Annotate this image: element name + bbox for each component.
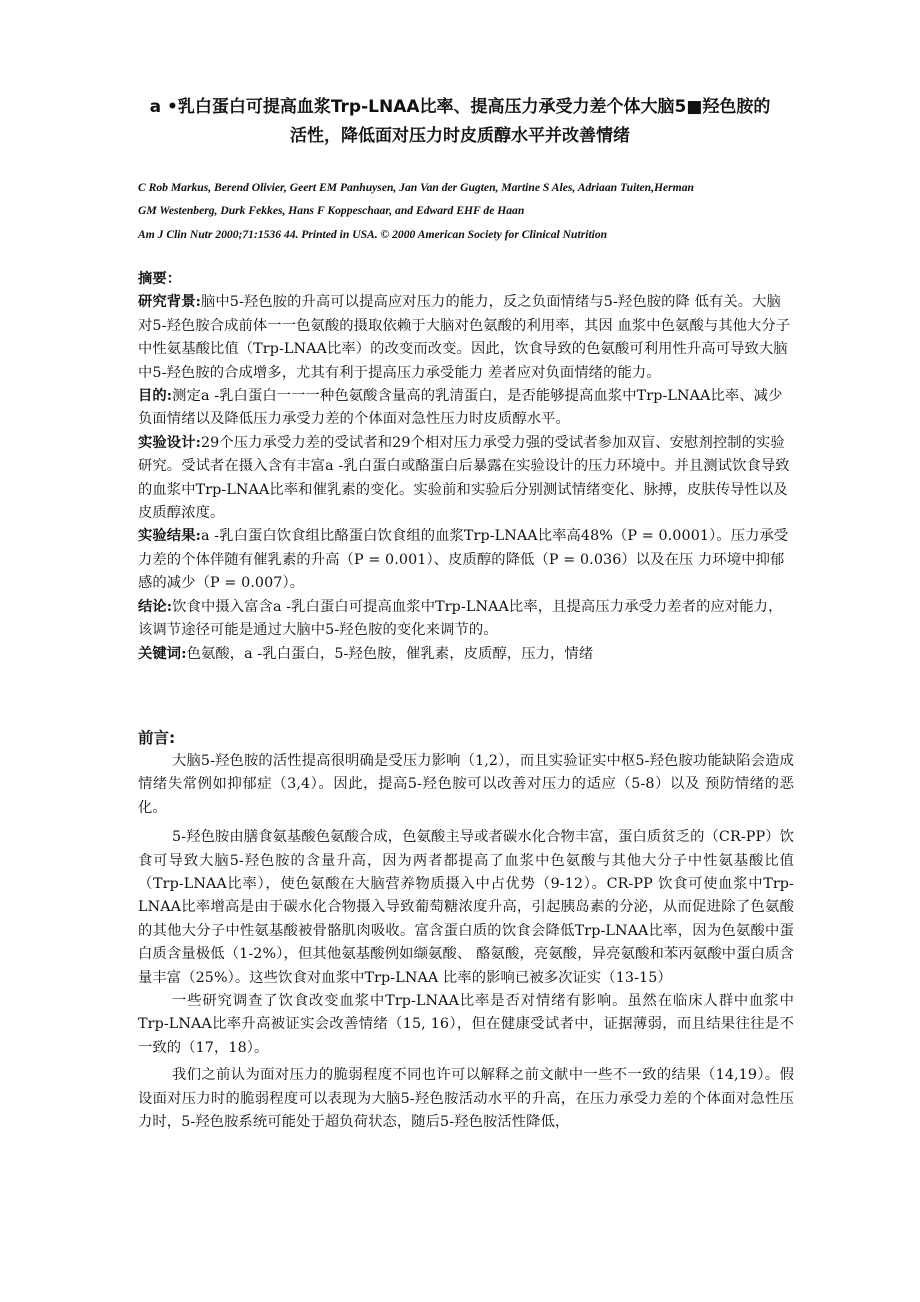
conclusion-label: 结论: (138, 598, 173, 615)
abstract-results (138, 525, 794, 595)
paper-title (120, 93, 800, 151)
conclusion-text: 饮食中摄入富含a -乳白蛋白可提高血浆中Trp-LNAA比率，且提高压力承受力差者的应对能力，该调节途径可能是通过大脑中5-羟色胺的变化来调节的。 (138, 598, 783, 639)
authors-line-1: C Rob Markus, Berend Olivier, Geert EM Panhuysen, Jan Van der Gugten, Martine S Ales, Adriaan Tuiten,Herman (138, 181, 694, 194)
design-text: 29个压力承受力差的受试者和29个相对压力承受力强的受试者参加双盲、安慰剂控制的实验研究。受试者在摄入含有丰富a -乳白蛋白或酪蛋白后暴露在实验设计的压力环境中。并且测试饮食导致的血浆中Trp-LNAA比率和催乳素的变化。实验前和实验后分别测试情绪变化、脉搏，皮肤传导性以及皮质醇浓度。 (138, 434, 790, 522)
author-list (138, 176, 798, 222)
abstract-keywords (138, 643, 794, 666)
intro-heading: 前言: (138, 729, 176, 747)
abstract-section (138, 268, 794, 666)
abstract-background (138, 291, 794, 385)
intro-paragraph-1: 大脑5-羟色胺的活性提高很明确是受压力影响（1,2），而且实验证实中枢5-羟色胺功能缺陷会造成情绪失常例如抑郁症（3,4）。因此，提高5-羟色胺可以改善对压力的适应（5-8）以及 预防情绪的恶化。 (138, 753, 794, 816)
abstract-objective (138, 385, 794, 432)
abstract-heading: 摘要： (138, 271, 182, 287)
objective-text: 测定a -乳白蛋白一一一种色氨酸含量高的乳清蛋白，是否能够提高血浆中Trp-LNAA比率、减少负面情绪以及降低压力承受力差的个体面对急性压力时皮质醇水平。 (138, 388, 783, 428)
intro-paragraph-4: 我们之前认为面对压力的脆弱程度不同也许可以解释之前文献中一些不一致的结果（14,19）。假设面对压力时的脆弱程度可以表现为大脑5-羟色胺活动水平的升高，在压力承受力差的个体面对急性压力时，5-羟色胺系统可能处于超负荷状态，随后5-羟色胺活性降低， (138, 1067, 794, 1131)
abstract-conclusion (138, 596, 794, 643)
keywords-text: 色氨酸，a -乳白蛋白，5-羟色胺，催乳素，皮质醇，压力，情绪 (186, 645, 594, 662)
abstract-design (138, 432, 794, 526)
journal-citation: Am J Clin Nutr 2000;71:1536 44. Printed in USA. © 2000 American Society for Clinical Nutrition (138, 228, 608, 241)
intro-section (138, 750, 794, 1135)
keywords-label: 关键词: (138, 645, 187, 662)
intro-paragraph-3: 一些研究调查了饮食改变血浆中Trp-LNAA比率是否对情绪有影响。虽然在临床人群中血浆中Trp-LNAA比率升高被证实会改善情绪（15, 16），但在健康受试者中，证据薄弱，而且结果往往是不一致的（17，18）。 (138, 993, 794, 1056)
design-label: 实验设计: (138, 434, 201, 451)
title-line-2: 活性，降低面对压力时皮质醇水平并改善情绪 (290, 126, 630, 146)
intro-paragraph-2: 5-羟色胺由膳食氨基酸色氨酸合成，色氨酸主导或者碳水化合物丰富，蛋白质贫乏的（CR-PP）饮食可导致大脑5-羟色胺的含量升高，因为两者都提高了血浆中色氨酸与其他大分子中性氨基酸比值（Trp-LNAA比率），使色氨酸在大脑营养物质摄入中占优势（9-12）。CR-PP 饮食可使血浆中Trp-LNAA比率增高是由于碳水化合物摄入导致葡萄糖浓度升高，引起胰岛素的分泌，从而促进除了色氨酸的其他大分子中性氨基酸被骨骼肌肉吸收。富含蛋白质的饮食会降低Trp-LNAA比率，因为色氨酸中蛋白质含量极低（1-2%），但其他氨基酸例如缬氨酸、 酪氨酸，亮氨酸，异亮氨酸和苯丙氨酸中蛋白质含量丰富（25%）。这些饮食对血浆中Trp-LNAA 比率的影响已被多次证实（13-15） (138, 829, 794, 986)
background-text: 脑中5-羟色胺的升高可以提高应对压力的能力，反之负面情绪与5-羟色胺的降 低有关。大脑对5-羟色胺合成前体一一色氨酸的摄取依赖于大脑对色氨酸的利用率，其因 血浆中色氨酸与其他大分子中性氨基酸比值（Trp-LNAA比率）的改变而改变。因此，饮食导致的色氨酸可利用性升高可导致大脑中5-羟色胺的合成增多，尤其有利于提高压力承受能力 差者应对负面情绪的能力。 (138, 294, 791, 381)
results-label: 实验结果: (138, 528, 201, 545)
authors-line-2: GM Westenberg, Durk Fekkes, Hans F Koppeschaar, and Edward EHF de Haan (138, 204, 525, 217)
background-label: 研究背景: (138, 294, 201, 311)
objective-label: 目的: (138, 388, 173, 405)
results-text: a -乳白蛋白饮食组比酪蛋白饮食组的血浆Trp-LNAA比率高48%（P = 0.0001）。压力承受力差的个体伴随有催乳素的升高（P = 0.001）、皮质醇的降低（P = 0.036）以及在压 力环境中抑郁感的减少（P = 0.007）。 (138, 528, 789, 592)
title-line-1: a •乳白蛋白可提高血浆Trp-LNAA比率、提高压力承受力差个体大脑5■羟色胺的 (149, 97, 771, 117)
